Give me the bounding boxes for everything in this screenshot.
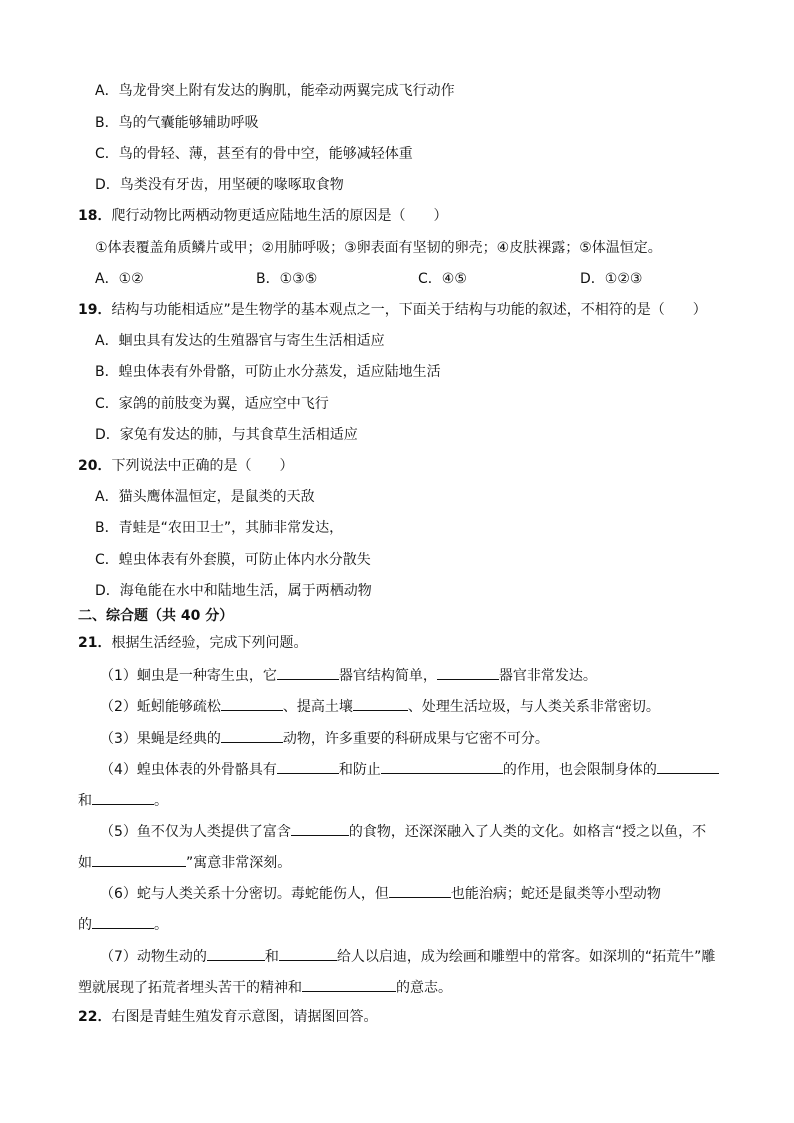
text-segment: （7）动物生动的 bbox=[100, 949, 207, 965]
q18-question bbox=[78, 206, 447, 226]
q21-number: 21． bbox=[78, 635, 112, 651]
q20-number: 20． bbox=[78, 458, 112, 474]
q18-option-b: B．①③⑤ bbox=[256, 271, 318, 287]
q21-stem: 根据生活经验，完成下列问题。 bbox=[111, 635, 308, 651]
text-segment: （2）蚯蚓能够疏松 bbox=[100, 699, 221, 715]
q21-part-1 bbox=[100, 664, 597, 686]
q20-stem: 下列说法中正确的是（ ） bbox=[111, 458, 294, 474]
q20-option-b: B．青蛙是“农田卫士”，其肺非常发达， bbox=[95, 520, 344, 536]
q21-part-5-cont bbox=[78, 851, 291, 873]
answer-blank[interactable] bbox=[92, 789, 154, 805]
text-segment: 、提高土壤 bbox=[282, 699, 353, 715]
answer-blank[interactable] bbox=[657, 758, 719, 774]
text-segment: 塑就展现了拓荒者埋头苦干的精神和 bbox=[78, 980, 302, 996]
q19-option-c: C．家鸽的前肢变为翼，适应空中飞行 bbox=[95, 396, 329, 412]
answer-blank[interactable] bbox=[92, 851, 186, 867]
q19-option-b: B．蝗虫体表有外骨骼，可防止水分蒸发，适应陆地生活 bbox=[95, 364, 441, 380]
text-segment: 。 bbox=[154, 917, 168, 933]
answer-blank[interactable] bbox=[353, 695, 408, 711]
q18-option-d: D．①②③ bbox=[580, 271, 643, 287]
q21-question bbox=[78, 633, 307, 653]
q17-option-a: A．鸟龙骨突上附有发达的胸肌，能牵动两翼完成飞行动作 bbox=[95, 83, 455, 99]
q21-part-6-cont bbox=[78, 913, 168, 935]
text-segment: 器官结构简单， bbox=[338, 668, 437, 684]
q20-option-a: A．猫头鹰体温恒定，是鼠类的天敌 bbox=[95, 489, 315, 505]
text-segment: 也能治病；蛇还是鼠类等小型动物 bbox=[450, 886, 661, 902]
q21-part-4-cont bbox=[78, 789, 168, 811]
answer-blank[interactable] bbox=[92, 913, 154, 929]
text-segment: ”寓意非常深刻。 bbox=[186, 855, 292, 871]
text-segment: 的食物，还深深融入了人类的文化。如格言“授之以鱼，不 bbox=[348, 824, 707, 840]
text-segment: 动物，许多重要的科研成果与它密不可分。 bbox=[282, 731, 549, 747]
text-segment: 、处理生活垃圾，与人类关系非常密切。 bbox=[407, 699, 660, 715]
q18-option-a: A．①② bbox=[95, 271, 144, 287]
text-segment: 和 bbox=[78, 793, 92, 809]
q17-option-b: B．鸟的气囊能够辅助呼吸 bbox=[95, 115, 259, 131]
answer-blank[interactable] bbox=[437, 664, 499, 680]
answer-blank[interactable] bbox=[221, 727, 283, 743]
text-segment: 和防止 bbox=[338, 762, 381, 778]
answer-blank[interactable] bbox=[302, 976, 396, 992]
q21-part-3 bbox=[100, 727, 549, 749]
text-segment: （5）鱼不仅为人类提供了富含 bbox=[100, 824, 291, 840]
q20-option-c: C．蝗虫体表有外套膜，可防止体内水分散失 bbox=[95, 552, 371, 568]
answer-blank[interactable] bbox=[381, 758, 503, 774]
text-segment: 和 bbox=[264, 949, 279, 965]
answer-blank[interactable] bbox=[277, 664, 339, 680]
text-segment: （6）蛇与人类关系十分密切。毒蛇能伤人，但 bbox=[100, 886, 389, 902]
q22-number: 22． bbox=[78, 1009, 112, 1025]
text-segment: 的作用，也会限制身体的 bbox=[502, 762, 657, 778]
text-segment: （3）果蝇是经典的 bbox=[100, 731, 221, 747]
answer-blank[interactable] bbox=[291, 820, 349, 836]
answer-blank[interactable] bbox=[279, 945, 337, 961]
q18-option-c: C．④⑤ bbox=[418, 271, 467, 287]
text-segment: 的 bbox=[78, 917, 92, 933]
q21-part-5 bbox=[100, 820, 706, 842]
q21-part-7 bbox=[100, 945, 715, 967]
q17-option-d: D．鸟类没有牙齿，用坚硬的喙啄取食物 bbox=[95, 177, 344, 193]
q20-option-d: D．海龟能在水中和陆地生活，属于两栖动物 bbox=[95, 583, 372, 599]
answer-blank[interactable] bbox=[277, 758, 339, 774]
q18-number: 18． bbox=[78, 208, 112, 224]
answer-blank[interactable] bbox=[221, 695, 283, 711]
text-segment: 给人以启迪，成为绘画和雕塑中的常客。如深圳的“拓荒牛”雕 bbox=[336, 949, 716, 965]
q21-part-2 bbox=[100, 695, 660, 717]
q20-question bbox=[78, 456, 293, 476]
q21-part-4 bbox=[100, 758, 719, 780]
q19-option-a: A．蛔虫具有发达的生殖器官与寄生生活相适应 bbox=[95, 333, 385, 349]
text-segment: 。 bbox=[154, 793, 168, 809]
q19-stem: 结构与功能相适应”是生物学的基本观点之一，下面关于结构与功能的叙述，不相符的是（ ） bbox=[111, 302, 707, 318]
q22-question bbox=[78, 1007, 377, 1027]
text-segment: （1）蛔虫是一种寄生虫，它 bbox=[100, 668, 277, 684]
q22-stem: 右图是青蛙生殖发育示意图，请据图回答。 bbox=[111, 1009, 378, 1025]
q19-option-d: D．家兔有发达的肺，与其食草生活相适应 bbox=[95, 427, 358, 443]
answer-blank[interactable] bbox=[207, 945, 265, 961]
text-segment: 如 bbox=[78, 855, 92, 871]
text-segment: 的意志。 bbox=[396, 980, 452, 996]
q18-stem: 爬行动物比两栖动物更适应陆地生活的原因是（ ） bbox=[111, 208, 448, 224]
text-segment: 器官非常发达。 bbox=[498, 668, 597, 684]
q19-question bbox=[78, 300, 707, 320]
q18-statements: ①体表覆盖角质鳞片或甲；②用肺呼吸；③卵表面有坚韧的卵壳；④皮肤裸露；⑤体温恒定。 bbox=[95, 240, 662, 256]
q21-part-6 bbox=[100, 882, 661, 904]
q17-option-c: C．鸟的骨轻、薄，甚至有的骨中空，能够减轻体重 bbox=[95, 146, 413, 162]
answer-blank[interactable] bbox=[389, 882, 451, 898]
q21-part-7-cont bbox=[78, 976, 452, 998]
q19-number: 19． bbox=[78, 302, 112, 318]
text-segment: （4）蝗虫体表的外骨骼具有 bbox=[100, 762, 277, 778]
section-title: 二、综合题（共 40 分） bbox=[78, 608, 234, 624]
